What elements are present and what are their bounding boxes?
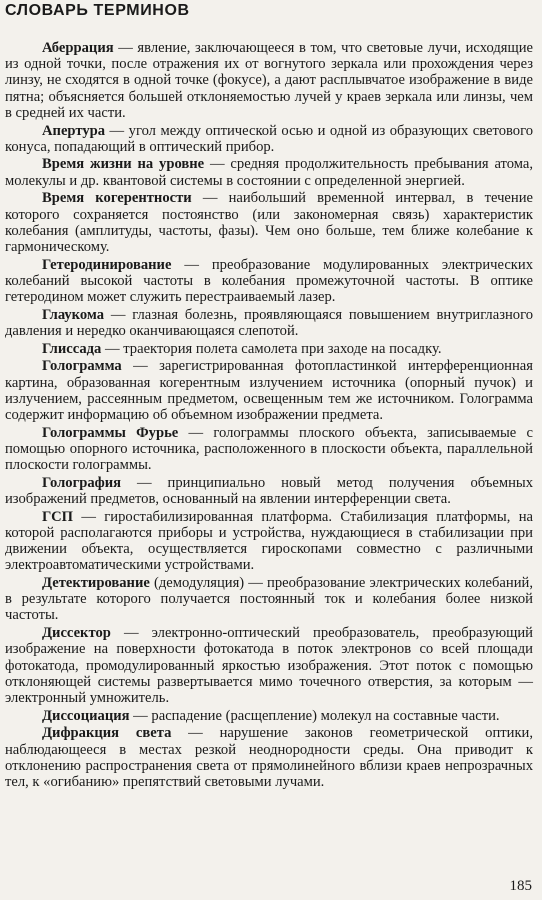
entry-term: Гетеродинирование (42, 256, 172, 273)
entry-term: ГСП (42, 508, 73, 525)
entry-definition: — глазная болезнь, проявляющаяся повышением внутриглазного давления и нередко оканчивающаяся слепотой. (5, 306, 533, 339)
entry-definition: (демодуляция) — преобразование электрических колебаний, в результате которого получается постоянный ток и колебания более низкой частоты. (5, 575, 533, 624)
entry-definition: — зарегистрированная фотопластинкой интерференционная картина, образованная когерентным излучением источника (опорный пучок) и излучением, рассеянным предметом, освещенным тем же источником. Голограмма содержит информацию об объемном изображении предмета. (5, 358, 533, 423)
glossary-entry (5, 156, 533, 188)
entry-definition: — голограммы плоского объекта, записываемые с помощью опорного источника, расположенного в плоскости объекта, параллельной плоскости голограммы. (5, 424, 534, 474)
entry-definition: — распадение (расщепление) молекул на составные части. (129, 707, 500, 724)
entry-definition: — наибольший временной интервал, в течение которого сохраняется постоянство (или закономерная связь) характеристик колебания (амплитуды, частоты, фазы). Чем оно больше, тем ближе колебание к гармоническому. (5, 190, 533, 255)
entry-term: Глаукома (42, 306, 105, 323)
glossary-entry (5, 625, 533, 706)
entry-term: Время когерентности (42, 190, 192, 207)
glossary-entry (5, 341, 533, 357)
page-number: 185 (509, 878, 532, 894)
glossary-entry (5, 190, 533, 255)
entry-term: Детектирование (42, 575, 150, 591)
entry-term: Время жизни на уровне (42, 156, 205, 173)
entry-definition: — преобразование модулированных электрических колебаний высокой частоты в колебания промежуточной частоты. В оптике гетеродином может служить перестраиваемый лазер. (5, 256, 533, 306)
glossary-entry (5, 575, 533, 624)
entry-term: Диссектор (42, 625, 111, 642)
entry-term: Диссоциация (42, 707, 130, 724)
entry-definition: — траектория полета самолета при заходе на посадку. (101, 340, 442, 357)
entry-definition: — явление, заключающееся в том, что световые лучи, исходящие из одной точки, после отражения их от вогнутого зеркала или прохождения через линзу, не сходятся в одной точке (фокусе), а дают расплывчатое изображение в виде пятна; объясняется большей отклоняемостью лучей у краев зеркала или линзы, чем в средней их части. (5, 40, 533, 121)
entry-definition: — электронно-оптический преобразователь, преобразующий изображение на поверхности фотокатода в поток электронов со всей площади фотокатода, промодулированный яркостью изображения. Этот поток с помощью отклоняющей системы развертывается мимо точечного отверстия, за которым — электронный умножитель. (5, 625, 533, 706)
glossary-entry (5, 475, 533, 507)
entry-definition: — угол между оптической осью и одной из образующих светового конуса, попадающий в оптический прибор. (5, 122, 533, 155)
glossary-entry (5, 725, 533, 790)
entry-term: Дифракция света (42, 725, 172, 742)
glossary-entry (5, 257, 533, 306)
entry-definition: — средняя продолжительность пребывания атома, молекулы и др. квантовой системы в состоянии с определенной энергией. (5, 156, 534, 189)
page-title: СЛОВАРЬ ТЕРМИНОВ (5, 2, 190, 19)
glossary-entry (5, 509, 533, 574)
entry-definition: — принципиально новый метод получения объемных изображений предметов, основанный на явлении интерференции света. (5, 474, 533, 507)
entry-definition: — гиростабилизированная платформа. Стабилизация платформы, на которой располагаются приборы и устройства, нуждающиеся в стабилизации при движении объекта, осуществляется гироскопами совместно с различными электроавтоматическими устройствами. (5, 508, 533, 574)
glossary-entry (5, 708, 533, 724)
glossary-entry (5, 307, 533, 339)
entry-term: Голограммы Фурье (42, 424, 179, 441)
glossary-entry (5, 123, 533, 155)
entry-term: Аберрация (42, 40, 114, 56)
entry-definition: — нарушение законов геометрической оптики, наблюдающееся в местах резкой неоднородности среды. Она приводит к отклонению распространения света от прямолинейного вблизи краев непрозрачных тел, к «огибанию» препятствий световыми лучами. (5, 725, 533, 790)
entry-term: Глиссада (42, 340, 102, 357)
glossary-entry (5, 425, 533, 474)
glossary-entry (5, 40, 533, 121)
entry-term: Апертура (42, 122, 106, 139)
entry-term: Голограмма (42, 358, 122, 375)
glossary-entry (5, 358, 533, 423)
glossary-entries (5, 40, 533, 792)
entry-term: Голография (42, 474, 122, 491)
